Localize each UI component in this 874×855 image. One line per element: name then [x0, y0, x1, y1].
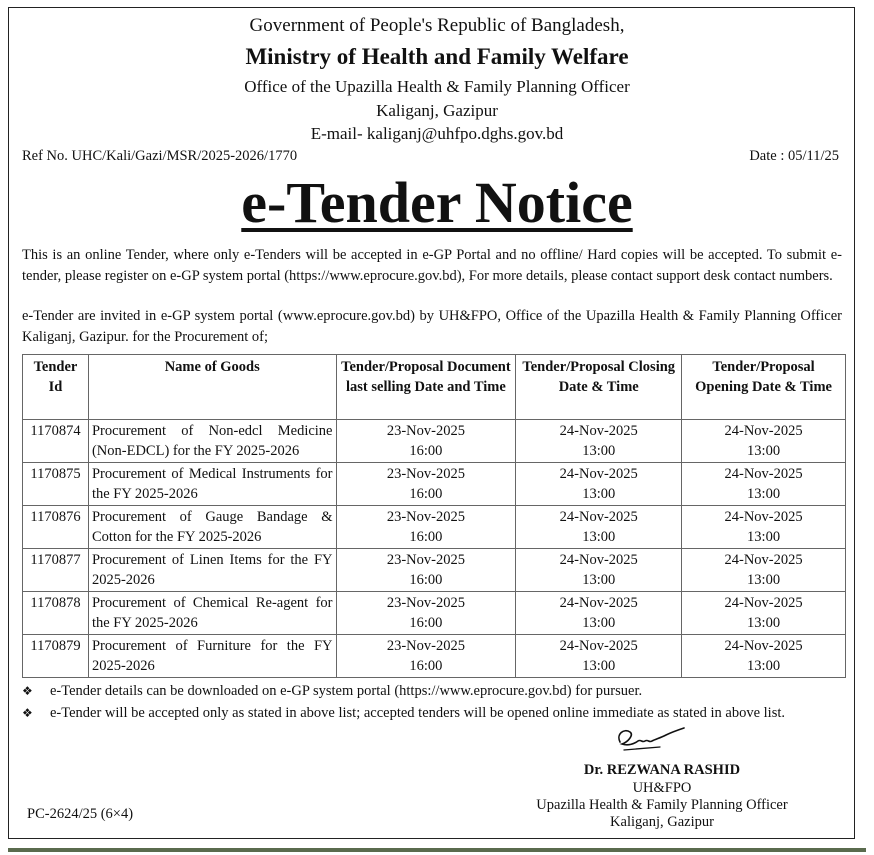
closing-datetime: [516, 420, 682, 463]
signatory-designation: UH&FPO: [632, 780, 692, 796]
goods-name: Procurement of Medical Instruments for the FY 2025-2026: [88, 463, 336, 506]
selling-date: 23-Nov-2025: [386, 509, 465, 525]
signatory-name: Dr. REZWANA RASHID: [583, 762, 741, 778]
table-header-row: [23, 355, 846, 420]
closing-date: 24-Nov-2025: [559, 552, 638, 568]
selling-time: 16:00: [409, 529, 443, 545]
goods-name: Procurement of Chemical Re-agent for the FY 2025-2026: [88, 592, 336, 635]
tender-id: 1170874: [23, 420, 89, 463]
closing-date: 24-Nov-2025: [559, 423, 638, 439]
opening-datetime: [682, 506, 846, 549]
ministry-name: Ministry of Health and Family Welfare: [245, 44, 629, 69]
closing-date: 24-Nov-2025: [559, 638, 638, 654]
tender-id: 1170879: [23, 635, 89, 678]
table-row: [23, 420, 846, 463]
selling-datetime: [336, 549, 516, 592]
table-row: [23, 549, 846, 592]
selling-date: 23-Nov-2025: [386, 466, 465, 482]
signatory-place: Kaliganj, Gazipur: [610, 814, 714, 830]
selling-datetime: [336, 592, 516, 635]
header-tender-id: Tender Id: [23, 355, 89, 420]
selling-time: 16:00: [409, 615, 443, 631]
selling-date: 23-Nov-2025: [386, 552, 465, 568]
intro-paragraph-1: This is an online Tender, where only e-Tenders will be accepted in e-GP Portal and no offline/ Hard copies will be accepted. To submit e-tender, please register on e-GP system portal (https://www.eprocure.gov.bd), For more details, please contact support desk contact numbers.: [22, 247, 842, 284]
bottom-rule: [8, 848, 866, 852]
opening-time: 13:00: [747, 658, 781, 674]
note-text: e-Tender details can be downloaded on e-GP system portal (https://www.eprocure.gov.bd) for pursuer.: [50, 683, 643, 699]
goods-name: Procurement of Gauge Bandage & Cotton for the FY 2025-2026: [88, 506, 336, 549]
signatory-office: Upazilla Health & Family Planning Officer: [536, 797, 788, 813]
selling-date: 23-Nov-2025: [386, 595, 465, 611]
opening-date: 24-Nov-2025: [724, 595, 803, 611]
closing-datetime: [516, 463, 682, 506]
goods-name: Procurement of Furniture for the FY 2025-2026: [88, 635, 336, 678]
goods-name: Procurement of Linen Items for the FY 2025-2026: [88, 549, 336, 592]
opening-date: 24-Nov-2025: [724, 638, 803, 654]
header-name-of-goods: Name of Goods: [88, 355, 336, 420]
opening-time: 13:00: [747, 486, 781, 502]
closing-date: 24-Nov-2025: [559, 466, 638, 482]
opening-time: 13:00: [747, 529, 781, 545]
notice-date: Date : 05/11/25: [749, 148, 839, 164]
selling-time: 16:00: [409, 443, 443, 459]
tender-id: 1170877: [23, 549, 89, 592]
notice-title-text: e-Tender Notice: [241, 170, 633, 235]
header-closing: Tender/Proposal Closing Date & Time: [516, 355, 682, 420]
closing-date: 24-Nov-2025: [559, 509, 638, 525]
opening-time: 13:00: [747, 572, 781, 588]
closing-time: 13:00: [582, 443, 616, 459]
selling-datetime: [336, 506, 516, 549]
closing-datetime: [516, 506, 682, 549]
closing-time: 13:00: [582, 572, 616, 588]
tender-id: 1170878: [23, 592, 89, 635]
note-item: [22, 683, 642, 700]
office-address: Kaliganj, Gazipur: [376, 101, 498, 120]
closing-time: 13:00: [582, 486, 616, 502]
opening-time: 13:00: [747, 443, 781, 459]
pc-code: PC-2624/25 (6×4): [27, 806, 134, 822]
selling-datetime: [336, 420, 516, 463]
opening-datetime: [682, 463, 846, 506]
closing-datetime: [516, 635, 682, 678]
opening-date: 24-Nov-2025: [724, 423, 803, 439]
table-row: [23, 463, 846, 506]
closing-time: 13:00: [582, 615, 616, 631]
selling-time: 16:00: [409, 486, 443, 502]
note-text: e-Tender will be accepted only as stated in above list; accepted tenders will be opened online immediate as stated in above list.: [50, 705, 786, 721]
table-row: [23, 506, 846, 549]
table-row: [23, 635, 846, 678]
office-name: Office of the Upazilla Health & Family Planning Officer: [244, 77, 630, 96]
signature-icon: [614, 722, 688, 760]
diamond-bullet-icon: ❖: [22, 684, 33, 698]
selling-datetime: [336, 635, 516, 678]
selling-time: 16:00: [409, 572, 443, 588]
opening-date: 24-Nov-2025: [724, 466, 803, 482]
opening-date: 24-Nov-2025: [724, 509, 803, 525]
government-line: Government of People's Republic of Bangladesh,: [249, 15, 625, 36]
opening-datetime: [682, 635, 846, 678]
closing-time: 13:00: [582, 658, 616, 674]
selling-date: 23-Nov-2025: [386, 423, 465, 439]
closing-datetime: [516, 592, 682, 635]
notice-title: [0, 164, 874, 242]
opening-datetime: [682, 592, 846, 635]
intro-paragraph-2: e-Tender are invited in e-GP system portal (www.eprocure.gov.bd) by UH&FPO, Office of the Upazilla Health & Family Planning Officer Kaliganj, Gazipur. for the Procurement of;: [22, 308, 842, 345]
selling-date: 23-Nov-2025: [386, 638, 465, 654]
opening-date: 24-Nov-2025: [724, 552, 803, 568]
selling-datetime: [336, 463, 516, 506]
goods-name: Procurement of Non-edcl Medicine (Non-EDCL) for the FY 2025-2026: [88, 420, 336, 463]
note-item: [22, 705, 785, 722]
table-row: [23, 592, 846, 635]
opening-datetime: [682, 549, 846, 592]
header-last-selling: Tender/Proposal Document last selling Date and Time: [336, 355, 516, 420]
reference-number: Ref No. UHC/Kali/Gazi/MSR/2025-2026/1770: [22, 148, 298, 164]
tender-id: 1170875: [23, 463, 89, 506]
closing-datetime: [516, 549, 682, 592]
closing-date: 24-Nov-2025: [559, 595, 638, 611]
tender-id: 1170876: [23, 506, 89, 549]
office-email: E-mail- kaliganj@uhfpo.dghs.gov.bd: [310, 124, 564, 143]
selling-time: 16:00: [409, 658, 443, 674]
diamond-bullet-icon: ❖: [22, 706, 33, 720]
tender-table: [22, 354, 846, 678]
opening-time: 13:00: [747, 615, 781, 631]
closing-time: 13:00: [582, 529, 616, 545]
opening-datetime: [682, 420, 846, 463]
header-opening: Tender/Proposal Opening Date & Time: [682, 355, 846, 420]
